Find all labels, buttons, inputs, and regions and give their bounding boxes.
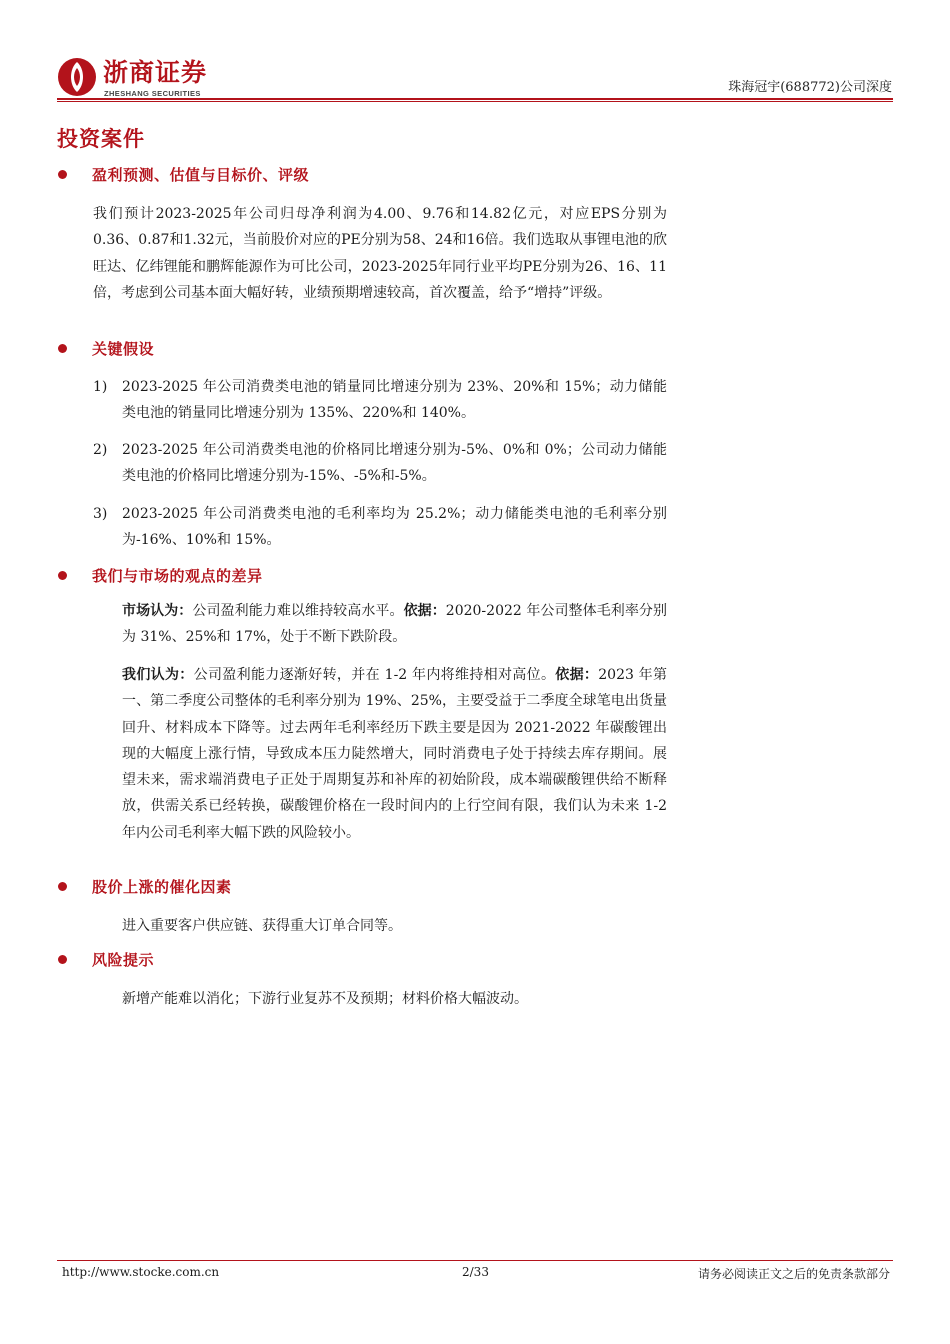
forecast-paragraph: 我们预计2023-2025年公司归母净利润为4.00、9.76和14.82亿元，对应EPS分别为0.36、0.87和1.32元，当前股价对应的PE分别为58、24和16倍。我们选取从事锂电池的欣旺达、亿纬锂能和鹏辉能源作为可比公司，2023-2025年同行业平均PE分别为26、16、11倍，考虑到公司基本面大幅好转，业绩预期增速较高，首次覆盖，给予“增持”评级。 <box>93 206 667 301</box>
brand-name-en: ZHESHANG SECURITIES <box>104 89 201 98</box>
bullet-icon <box>58 344 67 353</box>
bullet-icon <box>58 882 67 891</box>
risks-paragraph: 新增产能难以消化；下游行业复苏不及预期；材料价格大幅波动。 <box>122 991 528 1007</box>
assumption-number: 3) <box>93 506 108 522</box>
our-basis-lead: 依据： <box>555 667 599 683</box>
market-view-text: 公司盈利能力难以维持较高水平。 <box>192 603 404 619</box>
brand-name-cn: 浙商证券 <box>103 58 208 87</box>
footer-divider <box>57 1260 893 1261</box>
market-basis-lead: 依据： <box>403 603 446 619</box>
assumption-text: 2023-2025 年公司消费类电池的价格同比增速分别为-5%、0%和 0%；公司动力储能类电池的价格同比增速分别为-15%、-5%和-5%。 <box>122 442 667 485</box>
section-heading-differences: 我们与市场的观点的差异 <box>92 567 263 585</box>
section-heading-risks: 风险提示 <box>92 951 155 969</box>
header-divider <box>57 98 893 100</box>
section-heading-forecast: 盈利预测、估值与目标价、评级 <box>92 166 310 184</box>
page-number: 2/33 <box>462 1265 489 1279</box>
company-logo-icon <box>57 57 97 97</box>
assumption-number: 1) <box>93 379 108 395</box>
bullet-icon <box>58 170 67 179</box>
market-basis-text: 2020-2022 年公司整体毛利率分别为 31%、25%和 17%，处于不断下跌阶段。 <box>122 603 668 646</box>
section-heading-assumptions: 关键假设 <box>92 340 155 358</box>
report-label: 珠海冠宇(688772)公司深度 <box>728 80 892 95</box>
our-view-paragraph <box>122 662 667 846</box>
market-view-lead: 市场认为： <box>122 603 193 619</box>
header-divider-thin <box>57 101 893 102</box>
bullet-icon <box>58 571 67 580</box>
assumption-text: 2023-2025 年公司消费类电池的毛利率均为 25.2%；动力储能类电池的毛利率分别为-16%、10%和 15%。 <box>122 506 667 549</box>
our-basis-text: 2023 年第一、第二季度公司整体的毛利率分别为 19%、25%，主要受益于二季度全球笔电出货量回升、材料成本下降等。过去两年毛利率经历下跌主要是因为 2021-2022 年碳酸锂出现的大幅度上涨行情，导致成本压力陡然增大，同时消费电子处于持续去库存期间。展望未来，需求端消费电子正处于周期复苏和补库的初始阶段，成本端碳酸锂供给不断释放，供需关系已经转换，碳酸锂价格在一段时间内的上行空间有限，我们认为未来 1-2 年内公司毛利率大幅下跌的风险较小。 <box>122 667 667 841</box>
section-heading-catalysts: 股价上涨的催化因素 <box>92 878 232 896</box>
page-title: 投资案件 <box>57 127 145 151</box>
our-view-text: 公司盈利能力逐渐好转，并在 1-2 年内将维持相对高位。 <box>193 667 556 683</box>
assumption-text: 2023-2025 年公司消费类电池的销量同比增速分别为 23%、20%和 15%；动力储能类电池的销量同比增速分别为 135%、220%和 140%。 <box>122 379 667 422</box>
our-view-lead: 我们认为： <box>122 667 194 683</box>
bullet-icon <box>58 955 67 964</box>
footer-url[interactable]: http://www.stocke.com.cn <box>62 1265 220 1279</box>
market-view-paragraph <box>122 598 667 651</box>
assumption-number: 2) <box>93 442 108 458</box>
catalysts-paragraph: 进入重要客户供应链、获得重大订单合同等。 <box>122 918 402 934</box>
footer-disclaimer: 请务必阅读正文之后的免责条款部分 <box>697 1267 890 1281</box>
